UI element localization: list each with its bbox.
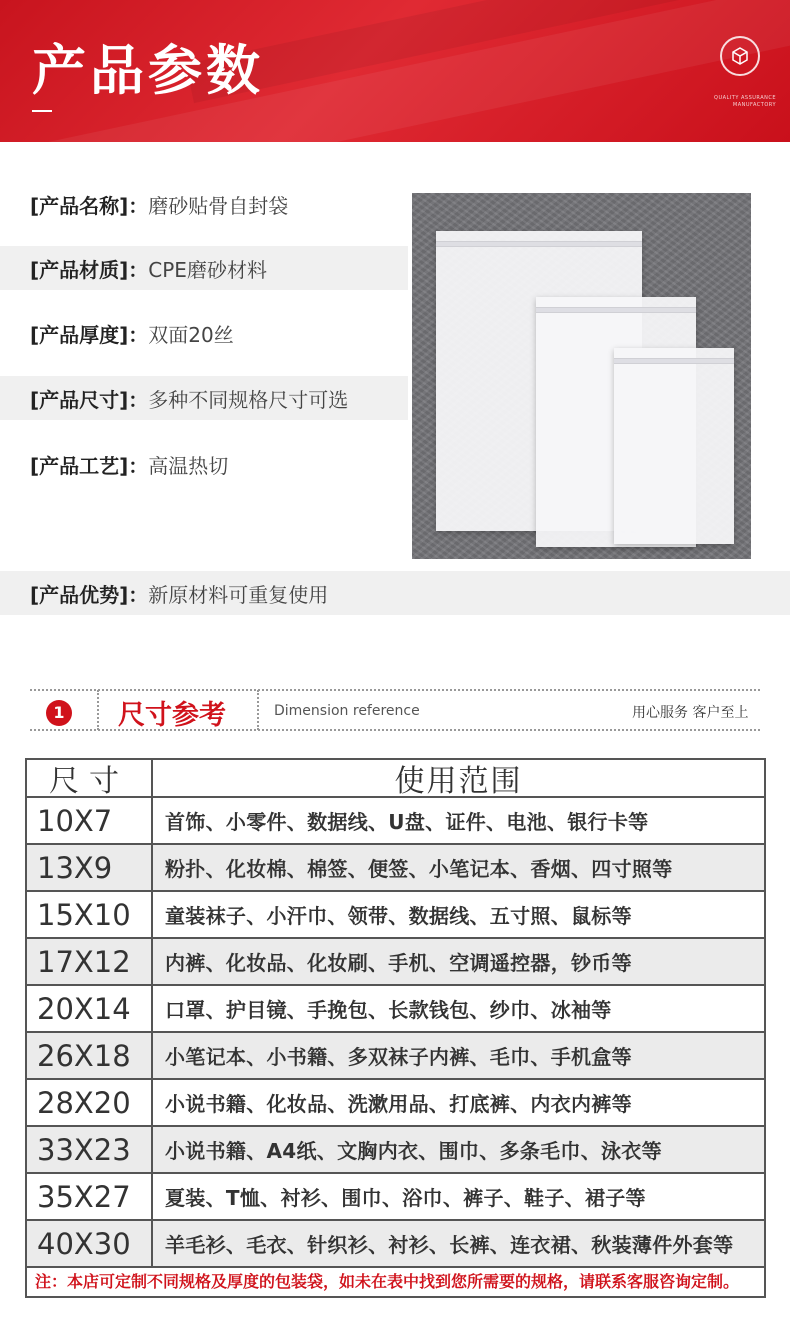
spec-row-name (0, 182, 408, 226)
product-photo (412, 193, 751, 559)
usage-cell: 夏装、T恤、衬衫、围巾、浴巾、裤子、鞋子、裙子等 (165, 1186, 646, 1210)
usage-cell: 小笔记本、小书籍、多双袜子内裤、毛巾、手机盒等 (165, 1045, 632, 1069)
title-underline (32, 110, 52, 112)
usage-cell: 小说书籍、化妆品、洗漱用品、打底裤、内衣内裤等 (165, 1092, 632, 1116)
size-cell: 26X18 (27, 1033, 153, 1078)
spec-row-size (0, 376, 408, 420)
table-row (27, 1080, 764, 1127)
spec-value: CPE磨砂材料 (148, 257, 267, 282)
bag-small (614, 348, 734, 544)
spec-value: 双面20丝 (148, 322, 234, 347)
page-title: 产品参数 (32, 39, 264, 102)
table-row (27, 1221, 764, 1268)
size-cell: 17X12 (27, 939, 153, 984)
badge-caption: QUALITY ASSURANCE MANUFACTORY (714, 95, 776, 108)
spec-value: 多种不同规格尺寸可选 (148, 387, 349, 412)
table-note: 注：本店可定制不同规格及厚度的包装袋，如未在表中找到您所需要的规格，请联系客服咨询定制。 (35, 1272, 740, 1291)
section-divider (257, 690, 259, 730)
spec-value: 新原材料可重复使用 (148, 582, 329, 607)
size-table (25, 758, 766, 1298)
table-row (27, 986, 764, 1033)
table-row (27, 1174, 764, 1221)
table-row (27, 845, 764, 892)
size-cell: 40X30 (27, 1221, 153, 1266)
spec-row-advantage (0, 571, 790, 615)
table-row (27, 939, 764, 986)
spec-value: 高温热切 (148, 453, 229, 478)
spec-label: [产品厚度]： (30, 322, 149, 347)
spec-row-material (0, 246, 408, 290)
usage-cell: 童装袜子、小汗巾、领带、数据线、五寸照、鼠标等 (165, 904, 632, 928)
column-header-size: 尺寸 (27, 760, 153, 796)
usage-cell: 小说书籍、A4纸、文胸内衣、围巾、多条毛巾、泳衣等 (165, 1139, 662, 1163)
size-cell: 15X10 (27, 892, 153, 937)
size-cell: 33X23 (27, 1127, 153, 1172)
table-row (27, 1127, 764, 1174)
table-row (27, 1033, 764, 1080)
column-header-usage: 使用范围 (394, 764, 523, 796)
usage-cell: 粉扑、化妆棉、棉签、便签、小笔记本、香烟、四寸照等 (165, 857, 673, 881)
section-title: 尺寸参考 (118, 700, 226, 731)
quality-badge-icon (720, 36, 760, 76)
size-cell: 35X27 (27, 1174, 153, 1219)
spec-row-process (0, 442, 408, 486)
spec-label: [产品优势]： (30, 582, 149, 607)
size-cell: 10X7 (27, 798, 153, 843)
section-divider (97, 690, 99, 730)
usage-cell: 内裤、化妆品、化妆刷、手机、空调遥控器，钞币等 (165, 951, 632, 975)
section-top-border (30, 689, 760, 691)
section-slogan: 用心服务 客户至上 (632, 705, 749, 721)
size-cell: 28X20 (27, 1080, 153, 1125)
usage-cell: 首饰、小零件、数据线、U盘、证件、电池、银行卡等 (165, 810, 649, 834)
spec-label: [产品尺寸]： (30, 387, 149, 412)
usage-cell: 羊毛衫、毛衣、针织衫、衬衫、长裤、连衣裙、秋装薄件外套等 (165, 1233, 734, 1257)
table-row (27, 892, 764, 939)
usage-cell: 口罩、护目镜、手挽包、长款钱包、纱巾、冰袖等 (165, 998, 612, 1022)
header-banner (0, 0, 790, 142)
spec-value: 磨砂贴骨自封袋 (148, 193, 289, 218)
table-header-row (27, 760, 764, 798)
spec-label: [产品材质]： (30, 257, 149, 282)
spec-label: [产品工艺]： (30, 453, 149, 478)
spec-label: [产品名称]： (30, 193, 149, 218)
size-cell: 13X9 (27, 845, 153, 890)
section-subtitle: Dimension reference (274, 703, 420, 719)
spec-row-thickness (0, 311, 408, 355)
section-number-badge: 1 (46, 700, 72, 726)
table-row (27, 798, 764, 845)
size-cell: 20X14 (27, 986, 153, 1031)
